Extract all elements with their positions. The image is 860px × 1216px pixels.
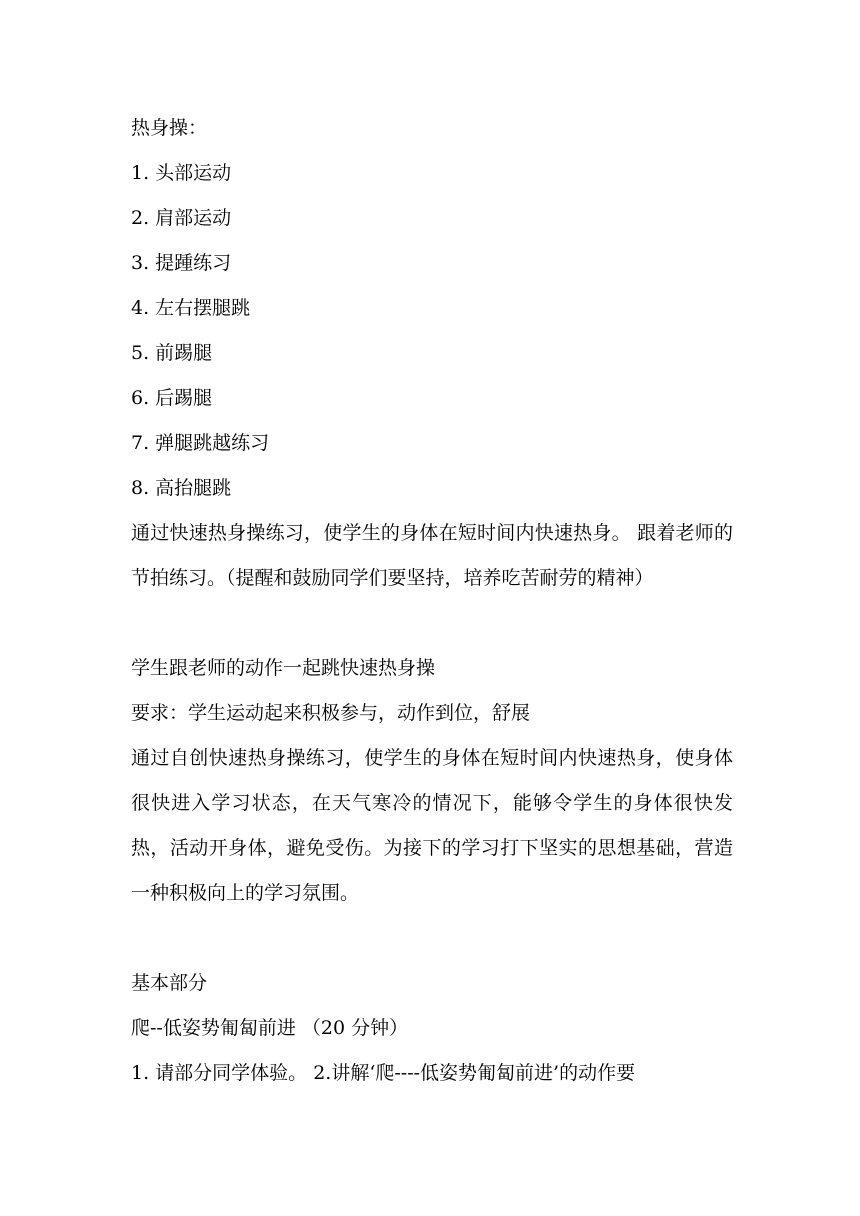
warmup-item-head: 1. 头部运动 (131, 162, 232, 184)
crawl-section-title: 爬--低姿势匍匐前进 （20 分钟） (131, 1017, 409, 1039)
warmup-item-leg-swing-jump: 4. 左右摆腿跳 (131, 297, 251, 319)
warmup-item-spring-jump: 7. 弹腿跳越练习 (131, 432, 270, 454)
warmup-heading: 热身操： (131, 117, 208, 139)
basic-section-heading: 基本部分 (131, 972, 208, 994)
warmup-item-back-kick: 6. 后踢腿 (131, 387, 213, 409)
warmup-item-shoulder: 2. 肩部运动 (131, 207, 232, 229)
warmup-item-front-kick: 5. 前踢腿 (131, 342, 213, 364)
student-follow-line: 学生跟老师的动作一起跳快速热身操 (131, 657, 436, 679)
warmup-rationale-paragraph: 通过自创快速热身操练习，使学生的身体在短时间内快速热身，使身体很快进入学习状态，在天气寒冷的情况下，能够令学生的身体很快发热，活动开身体，避免受伤。为接下的学习打下坚实的思想基础，营造一种积极向上的学习氛围。 (131, 747, 733, 904)
warmup-item-heel-raise: 3. 提踵练习 (131, 252, 232, 274)
requirements-line: 要求：学生运动起来积极参与，动作到位，舒展 (131, 702, 531, 724)
warmup-item-high-knee: 8. 高抬腿跳 (131, 477, 232, 499)
crawl-instruction-line: 1. 请部分同学体验。 2.讲解‘爬----低姿势匍匐前进’的动作要 (131, 1062, 636, 1084)
warmup-purpose-paragraph: 通过快速热身操练习，使学生的身体在短时间内快速热身。 跟着老师的节拍练习。（提醒和鼓励同学们要坚持，培养吃苦耐劳的精神） (131, 522, 733, 589)
